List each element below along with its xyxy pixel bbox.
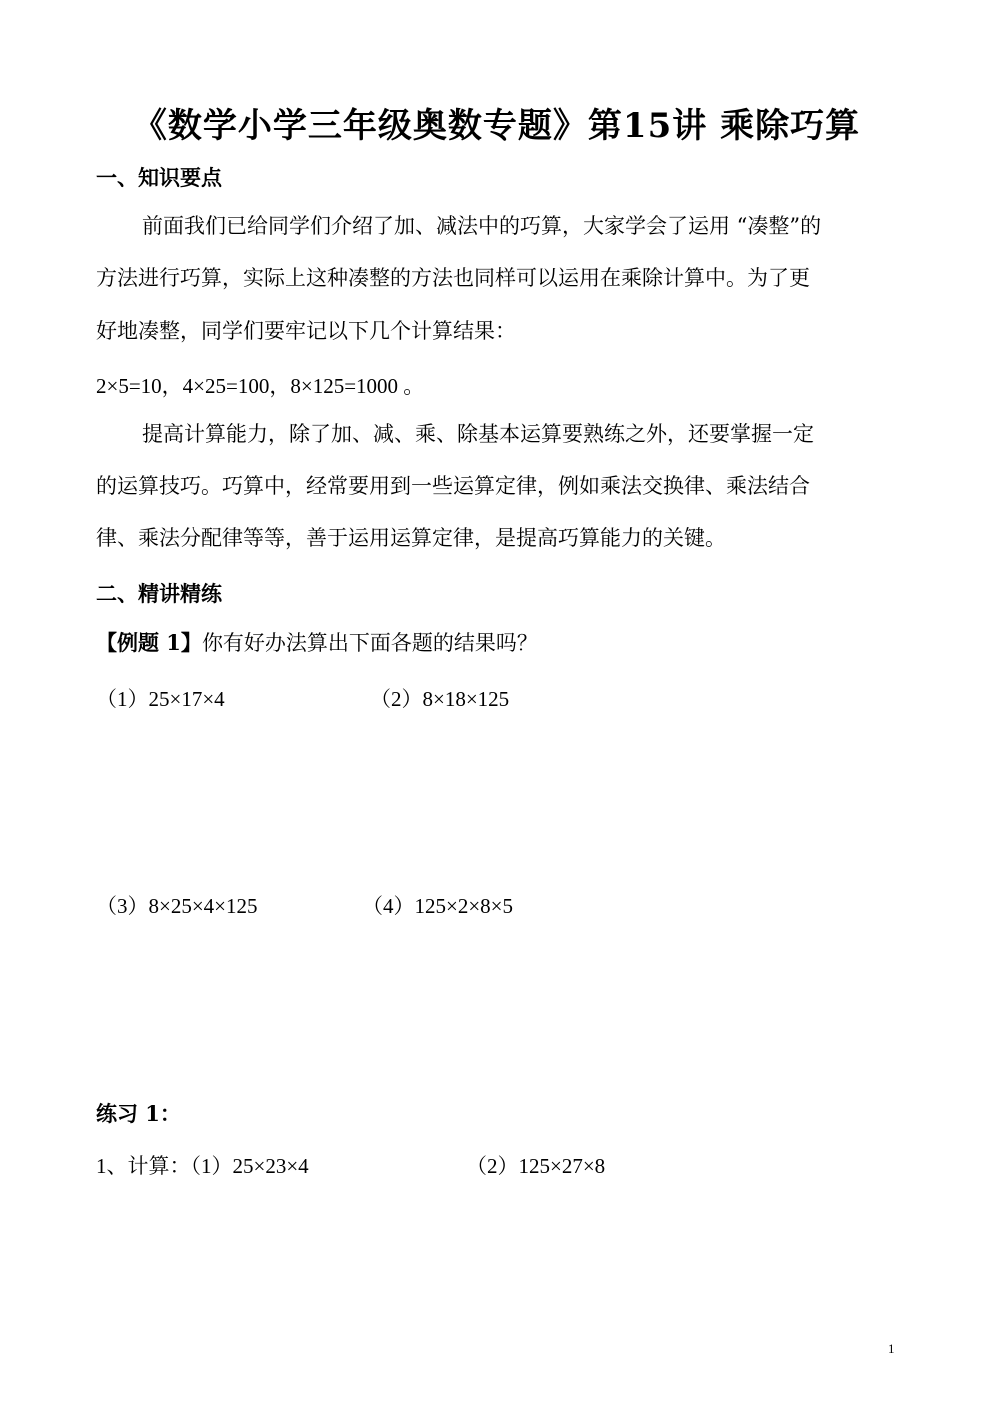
practice-1-question-1 <box>96 1150 309 1180</box>
example-1-item-2: （2）8×18×125 <box>370 687 510 711</box>
paragraph-2-line-2: 的运算技巧。巧算中，经常要用到一些运算定律，例如乘法交换律、乘法结合 <box>96 474 810 498</box>
paragraph-2-line-1: 提高计算能力，除了加、减、乘、除基本运算要熟练之外，还要掌握一定 <box>142 422 814 446</box>
practice-1-item-2: （2）125×27×8 <box>466 1154 606 1178</box>
section-heading-knowledge: 一、知识要点 <box>96 165 222 190</box>
paragraph-1-line-1: 前面我们已给同学们介绍了加、减法中的巧算，大家学会了运用 “凑整”的 <box>142 214 822 238</box>
example-1-item-3: （3）8×25×4×125 <box>96 894 258 918</box>
practice-1-q1-label: 1、计算： <box>96 1154 191 1178</box>
example-1-item-1: （1）25×17×4 <box>96 687 225 711</box>
page-number: 1 <box>888 1341 895 1356</box>
paragraph-1-line-2: 方法进行巧算，实际上这种凑整的方法也同样可以运用在乘除计算中。为了更 <box>96 266 810 290</box>
key-results-formulas: 2×5=10，4×25=100，8×125=1000 。 <box>96 374 425 398</box>
paragraph-2-line-3: 律、乘法分配律等等，善于运用运算定律，是提高巧算能力的关键。 <box>96 526 726 550</box>
paragraph-1-line-3: 好地凑整，同学们要牢记以下几个计算结果： <box>96 319 516 343</box>
section-heading-practice: 二、精讲精练 <box>96 581 222 606</box>
example-1-item-4: （4）125×2×8×5 <box>362 894 514 918</box>
example-1-question: 你有好办法算出下面各题的结果吗？ <box>201 631 538 655</box>
example-1-line <box>96 631 538 655</box>
example-1-label: 【例题 1】 <box>96 630 202 655</box>
page-title: 《数学小学三年级奥数专题》第15讲 乘除巧算 <box>132 106 861 146</box>
practice-1-item-1: （1）25×23×4 <box>190 1154 309 1178</box>
practice-1-heading: 练习 1： <box>96 1101 181 1126</box>
